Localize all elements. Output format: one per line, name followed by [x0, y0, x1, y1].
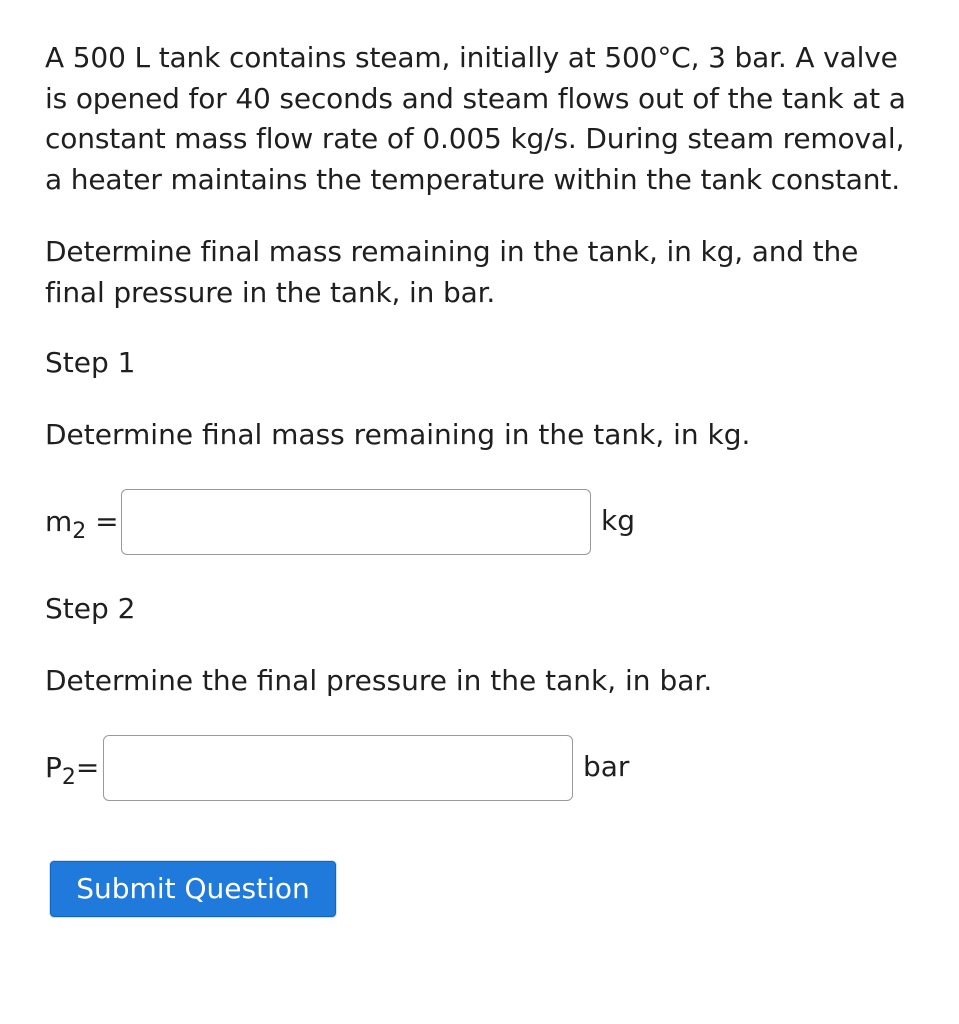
step-1-label: Step 1	[45, 346, 136, 379]
problem-statement: A 500 L tank contains steam, initially at 500°C, 3 bar. A valve is opened for 40 seconds and steam flows out of the tank at a constant mass flow rate of 0.005 kg/s. During steam removal, a heater maintains the temperature within the tank constant.	[45, 41, 906, 196]
step-1-answer-row	[45, 489, 925, 555]
question-content	[45, 38, 925, 917]
step-2-label: Step 2	[45, 592, 136, 625]
step-2-answer-row	[45, 735, 925, 801]
problem-task: Determine final mass remaining in the tank, in kg, and the final pressure in the tank, in bar.	[45, 235, 859, 309]
mass-variable-label: $m_2$ =	[45, 505, 119, 544]
step-2-prompt: Determine the final pressure in the tank, in bar.	[45, 664, 713, 697]
mass-unit-label: kg	[601, 503, 635, 537]
final-mass-input[interactable]	[121, 489, 591, 555]
final-pressure-input[interactable]	[103, 735, 573, 801]
pressure-unit-label: bar	[583, 749, 630, 783]
pressure-variable-label: $P_2=$	[45, 751, 100, 790]
submit-question-button[interactable]: Submit Question	[50, 861, 336, 917]
step-1-prompt: Determine final mass remaining in the tank, in kg.	[45, 418, 751, 451]
